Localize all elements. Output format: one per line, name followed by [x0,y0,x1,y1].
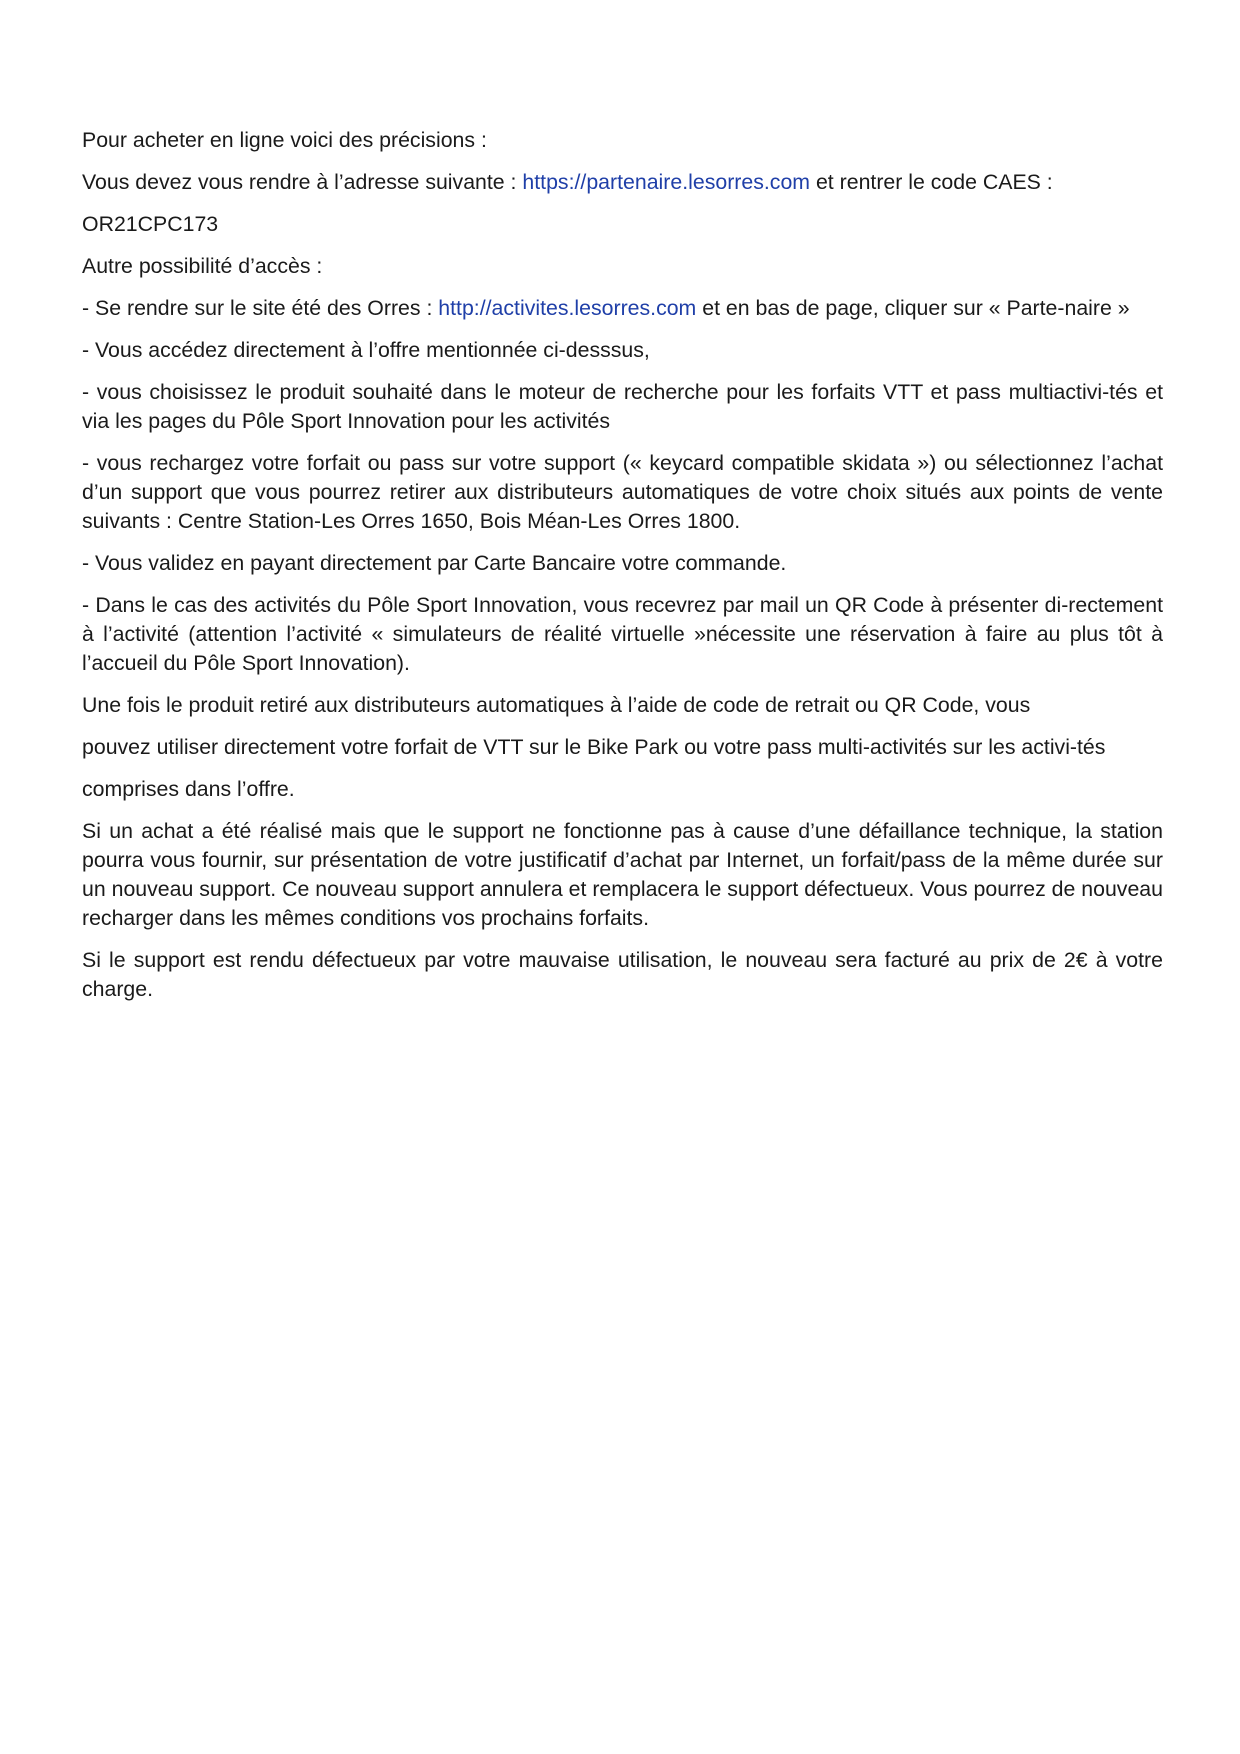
recharge-paragraph: - vous rechargez votre forfait ou pass sur votre support (« keycard compatible skidata ») ou sélectionnez l’achat d’un support que vous pourrez retirer aux distributeurs automatiques de votre choix situés aux points de vente suivants : Centre Station-Les Orres 1650, Bois Méan-Les Orres 1800. [82,451,1163,533]
partner-link[interactable]: https://partenaire.lesorres.com [522,170,811,194]
qr-code-paragraph: - Dans le cas des activités du Pôle Sport Innovation, vous recevrez par mail un QR Code à présenter di-rectement à l’activité (attention l’activité « simulateurs de réalité virtuelle »nécessite une réservation à faire au plus tôt à l’accueil du Pôle Sport Innovation). [82,593,1163,675]
withdrawal-paragraph: Une fois le produit retiré aux distributeurs automatiques à l’aide de code de retrait ou QR Code, vous [82,693,1031,717]
misuse-paragraph: Si le support est rendu défectueux par votre mauvaise utilisation, le nouveau sera facturé au prix de 2€ à votre charge. [82,948,1163,1001]
offer-scope-paragraph: comprises dans l’offre. [82,777,295,801]
technical-failure-paragraph: Si un achat a été réalisé mais que le support ne fonctionne pas à cause d’une défaillance technique, la station pourra vous fournir, sur présentation de votre justificatif d’achat par Internet, un forfait/pass de la même durée sur un nouveau support. Ce nouveau support annulera et remplacera le support défectueux. Vous pourrez de nouveau recharger dans les mêmes conditions vos prochains forfaits. [82,819,1163,930]
payment-paragraph: - Vous validez en payant directement par Carte Bancaire votre commande. [82,551,787,575]
product-choice-paragraph: - vous choisissez le produit souhaité dans le moteur de recherche pour les forfaits VTT et pass multiactivi-tés et via les pages du Pôle Sport Innovation pour les activités [82,380,1163,433]
alternative-access-heading: Autre possibilité d’accès : [82,254,323,278]
caes-code: OR21CPC173 [82,212,219,236]
address-text-after: et rentrer le code CAES : [810,170,1053,194]
summer-site-text-after: et en bas de page, cliquer sur « Parte-naire » [696,296,1130,320]
address-text-before: Vous devez vous rendre à l’adresse suivante : [82,170,523,194]
usage-paragraph: pouvez utiliser directement votre forfait de VTT sur le Bike Park ou votre pass multi-activités sur les activi-tés [82,735,1106,759]
summer-site-paragraph [82,294,1163,323]
activities-link[interactable]: http://activites.lesorres.com [438,296,697,320]
intro-paragraph: Pour acheter en ligne voici des précisions : [82,128,487,152]
document-page [82,126,1163,1017]
offer-access-paragraph: - Vous accédez directement à l’offre mentionnée ci-desssus, [82,338,650,362]
address-paragraph [82,168,1163,197]
summer-site-text-before: - Se rendre sur le site été des Orres : [82,296,439,320]
